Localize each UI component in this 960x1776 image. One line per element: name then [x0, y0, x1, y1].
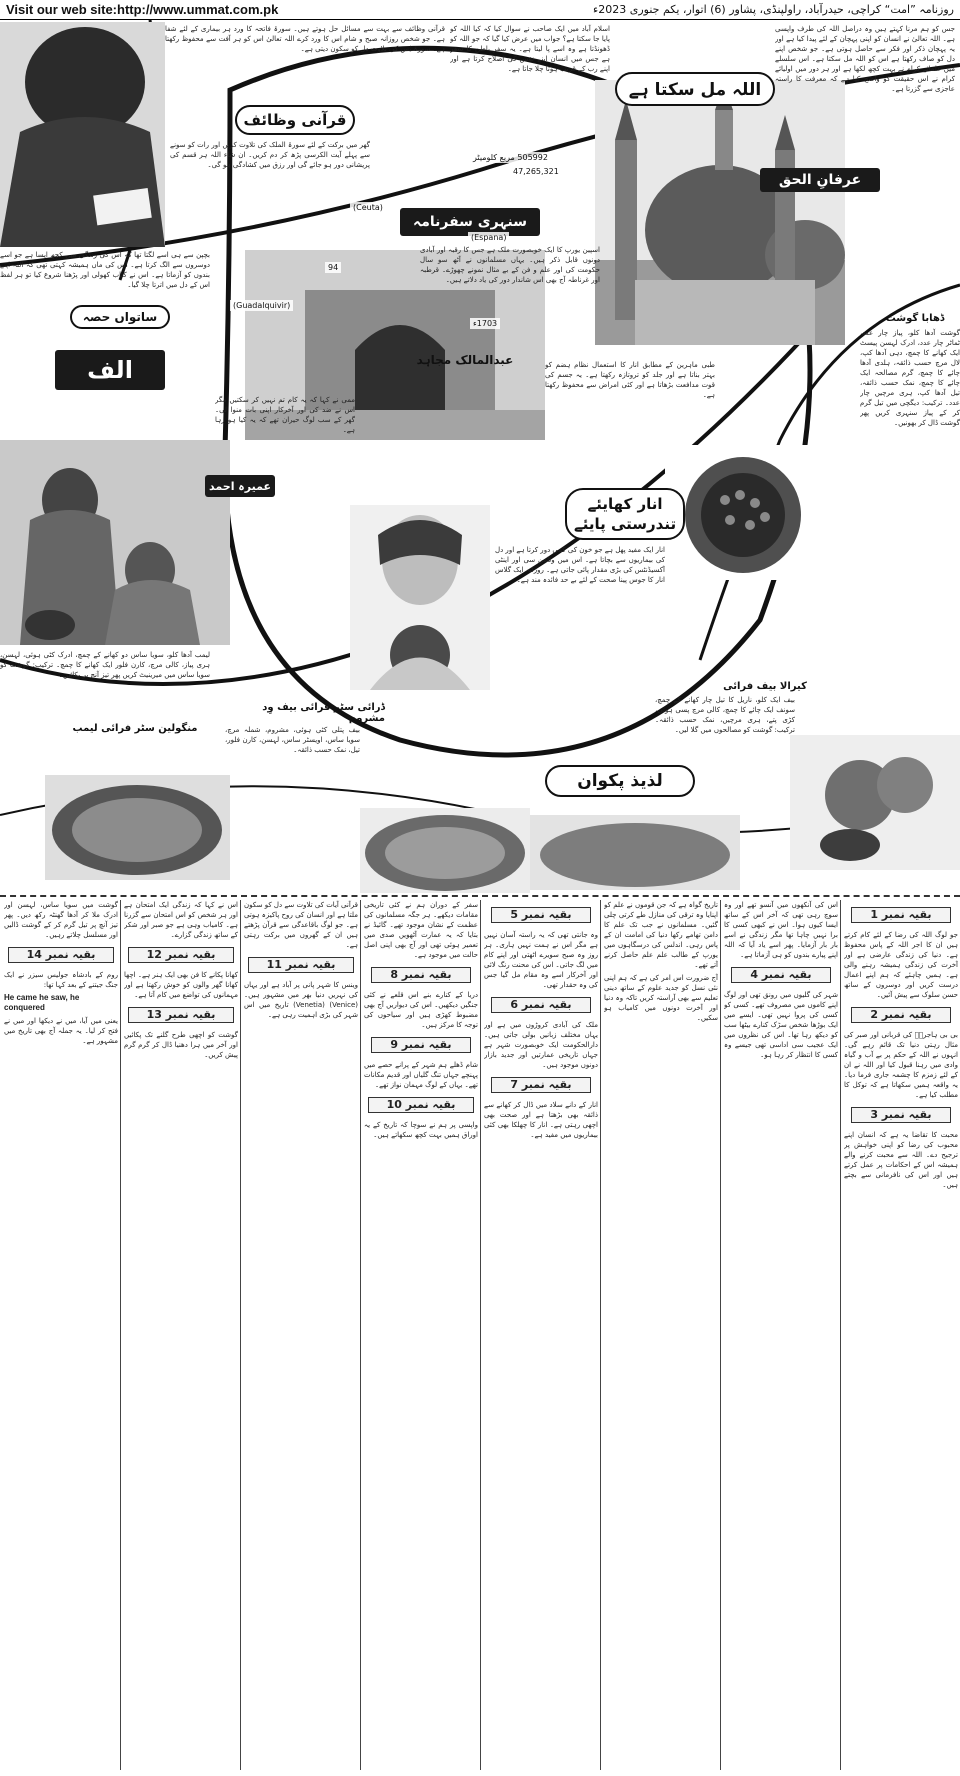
- feature-anar-headline: [565, 488, 685, 540]
- mongolian-lamb-image: [45, 775, 230, 880]
- bottom-column-6: قرآنی آیات کی تلاوت سے دل کو سکون ملتا ہے اور انسان کی روح پاکیزہ ہوتی ہے۔ جو لوگ باقاعدگی سے قرآن پڑھتے ہیں ان کے گھروں میں برکت رہتی ہے۔ بقیہ نمبر 11 وینس کا شہر پانی پر آباد ہے اور یہاں کی نہریں دنیا بھر میں مشہور ہیں۔ (Venice) (Venetia) تاریخ میں اس شہر کی بڑی اہمیت رہی ہے۔: [244, 901, 358, 1019]
- continuation-title-7: بقیہ نمبر 7: [491, 1077, 590, 1093]
- stat-year: 1703ء: [470, 318, 500, 329]
- label-guadalquivir: (Guadalquivir): [230, 300, 293, 311]
- column-rule: [480, 900, 481, 1770]
- anar-line-2: تندرستی پایئے: [573, 515, 677, 533]
- continuation-title-14: بقیہ نمبر 14: [8, 947, 115, 963]
- continuation-title-13: بقیہ نمبر 13: [128, 1007, 235, 1023]
- continuation-title-6: بقیہ نمبر 6: [491, 997, 590, 1013]
- article-anar-body: انار ایک مفید پھل ہے جو خون کی کمی دور کرتا ہے اور دل کی بیماریوں سے بچاتا ہے۔ اس میں وٹامن سی اور اینٹی آکسیڈنٹس کی بڑی مقدار پائی جاتی ہے۔ روزانہ ایک گلاس انار کا جوس پینا صحت کے لئے بے حد فائدہ مند ہے۔: [495, 546, 665, 584]
- column-rule: [600, 900, 601, 1770]
- article-anar-body-2: طبی ماہرین کے مطابق انار کا استعمال نظام ہضم کو بہتر بناتا ہے اور جلد کو تروتازہ رکھتا ہے۔ یہ جسم کی قوت مدافعت بڑھاتا ہے اور کئی امراض سے محفوظ رکھتا ہے۔: [545, 361, 715, 399]
- feature-lazeez-headline: لذیذ پکوان: [545, 765, 695, 797]
- page-header: [0, 0, 960, 20]
- continuation-title-3: بقیہ نمبر 3: [851, 1107, 950, 1123]
- feature-umeera-author: عمیرہ احمد: [205, 475, 275, 497]
- feature-allah-headline: اللہ مل سکتا ہے: [615, 72, 775, 106]
- beef-mushroom-image: [360, 808, 530, 893]
- anar-line-1: انار کھایئے: [587, 495, 663, 513]
- continuation-title-5: بقیہ نمبر 5: [491, 907, 590, 923]
- feature-alif-headline: الف: [55, 350, 165, 390]
- continuation-title-10: بقیہ نمبر 10: [368, 1097, 475, 1113]
- recipe-mongolian-title: منگولین سٹر فرائی لیمب: [72, 722, 198, 734]
- recipe-stirfry-body: بیف پتلی کٹی ہوئی، مشروم، شملہ مرچ، سویا ساس، اویسٹر ساس، لہسن، کارن فلور، تیل، نمک حسب ذائقہ۔: [225, 726, 360, 754]
- stat-note: 94: [325, 262, 341, 273]
- bottom-column-3: تاریخ گواہ ہے کہ جن قوموں نے علم کو اپنایا وہ ترقی کی منازل طے کرتی چلی گئیں۔ مسلمانوں نے جب تک علم کا دامن تھامے رکھا دنیا کی امامت ان کے پاس رہی۔ اندلس کی درسگاہوں میں یورپ کے طالب علم علم حاصل کرنے آتے تھے۔ آج ضرورت اس امر کی ہے کہ ہم اپنی نئی نسل کو جدید علوم کے ساتھ دینی تعلیم سے بھی آراستہ کریں تاکہ وہ دنیا اور آخرت دونوں میں کامیاب ہو سکیں۔: [604, 901, 718, 1022]
- recipe-kebab-body: بیف ایک کلو، ناریل کا تیل چار کھانے کے چمچ، سونف ایک چائے کا چمچ، کالی مرچ پسی ہوئی، کڑی پتے، ہری مرچیں، نمک حسب ذائقہ۔ ترکیب: گوشت کو مصالحوں میں گلا لیں۔: [655, 696, 795, 734]
- article-safarnama-body: اسپین یورپ کا ایک خوبصورت ملک ہے جس کا رقبہ اور آبادی دونوں قابل ذکر ہیں۔ یہاں مسلمانوں نے آٹھ سو سال حکومت کی اور علم و فن کے بے مثال نمونے چھوڑے۔ قرطبہ اور غرناطہ آج بھی اس شاندار دور کی یاد دلاتے ہیں۔: [420, 246, 600, 284]
- date-line: روزنامہ ”امت“ کراچی، حیدرآباد، راولپنڈی، پشاور (6) اتوار، یکم جنوری 2023ء: [593, 3, 954, 16]
- kerala-beef-image: [530, 815, 740, 890]
- english-quote: He came he saw, he conquered: [4, 993, 80, 1012]
- dhaba-gosht-image: [790, 735, 960, 870]
- label-ceuta: (Ceuta): [350, 202, 386, 213]
- label-espana: (Espana): [468, 232, 509, 243]
- feature-safarnama-headline: سنہری سفرنامہ: [400, 208, 540, 236]
- stat-population: 47,265,321: [510, 166, 562, 177]
- bottom-column-1: بقیہ نمبر 1 جو لوگ اللہ کی رضا کے لئے کام کرتے ہیں ان کا اجر اللہ کے پاس محفوظ ہے۔ دنیا کی زندگی عارضی ہے اور آخرت کی زندگی ہمیشہ رہنے والی ہے۔ ہمیں چاہئے کہ ہم اپنے اعمال درست کریں اور دوسروں کے ساتھ حسن سلوک سے پیش آئیں۔ بقیہ نمبر 2 بی بی ہاجرہؑ کی قربانی اور صبر کی مثال رہتی دنیا تک قائم رہے گی۔ انہوں نے اللہ کے حکم پر بے آب و گیاہ وادی میں رہنا قبول کیا اور اللہ نے ان کے لئے زمزم کا چشمہ جاری فرما دیا۔ یہ واقعہ ہمیں سکھاتا ہے کہ توکل کا مطلب کیا ہے۔ بقیہ نمبر 3 محبت کا تقاضا یہ ہے کہ انسان اپنے محبوب کی رضا کو اپنی خواہش پر ترجیح دے۔ اللہ سے محبت کرنے والے ہمیشہ اس کے احکامات پر عمل کرتے ہیں اور اس کی نافرمانی سے بچتے ہیں۔: [844, 908, 958, 1189]
- bottom-column-4: بقیہ نمبر 5 وہ جانتی تھی کہ یہ راستہ آسان نہیں ہے مگر اس نے ہمت نہیں ہاری۔ ہر روز وہ صبح سویرے اٹھتی اور اپنے کام میں لگ جاتی۔ اس کی محنت رنگ لائی اور آخرکار اسے وہ مقام مل گیا جس کی وہ حقدار تھی۔ بقیہ نمبر 6 ملک کی آبادی کروڑوں میں ہے اور یہاں مختلف زبانیں بولی جاتی ہیں۔ دارالحکومت ایک خوبصورت شہر ہے جہاں تاریخی عمارتیں اور جدید بازار دونوں موجود ہیں۔ بقیہ نمبر 7 انار کے دانے سلاد میں ڈال کر کھانے سے ذائقہ بھی بڑھتا ہے اور صحت بھی اچھی رہتی ہے۔ انار کا چھلکا بھی کئی بیماریوں میں مفید ہے۔: [484, 908, 598, 1139]
- continuation-title-1: بقیہ نمبر 1: [851, 907, 950, 923]
- article-allah-body: جس کو ہم مرنا کہتے ہیں وہ دراصل اللہ کی طرف واپسی ہے۔ اللہ تعالیٰ نے انسان کو اپنی پہچان کے لئے پیدا کیا ہے اور یہ پہچان ذکر اور فکر سے حاصل ہوتی ہے۔ جو شخص اپنے دل کو صاف رکھتا ہے اس کو اللہ مل سکتا ہے۔ اس سلسلے میں علمائے کرام نے بہت کچھ لکھا ہے اور ہر دور میں اولیائے کرام نے اس حقیقت کو واضح کیا ہے کہ معرفت کا راستہ عاجزی سے گزرتا ہے۔: [775, 25, 955, 93]
- continuation-title-2: بقیہ نمبر 2: [851, 1007, 950, 1023]
- bottom-column-5: سفر کے دوران ہم نے کئی تاریخی مقامات دیکھے۔ ہر جگہ مسلمانوں کی عظمت کے نشان موجود تھے۔ گائیڈ نے بتایا کہ یہ عمارت آٹھویں صدی میں تعمیر ہوئی تھی اور آج بھی اپنی اصل حالت میں موجود ہے۔ بقیہ نمبر 8 دریا کے کنارے بنے اس قلعے نے کئی جنگیں دیکھیں۔ اس کی دیواریں آج بھی مضبوط کھڑی ہیں اور سیاحوں کی توجہ کا مرکز ہیں۔ بقیہ نمبر 9 شام ڈھلے ہم شہر کے پرانے حصے میں پہنچے جہاں تنگ گلیاں اور قدیم مکانات تھے۔ یہاں کے لوگ مہمان نواز تھے۔ بقیہ نمبر 10 واپسی پر ہم نے سوچا کہ تاریخ کے یہ اوراق ہمیں بہت کچھ سکھاتے ہیں۔: [364, 901, 478, 1139]
- website-url[interactable]: Visit our web site:http://www.ummat.com.pk: [6, 2, 279, 17]
- woman-with-pomegranate-image: [350, 505, 490, 690]
- article-alif-body: بچپن سے ہی اسے لگتا تھا کہ اس کی زندگی میں کچھ ایسا ہے جو اسے دوسروں سے الگ کرتا ہے۔ اس کی ماں ہمیشہ کہتی تھی کہ اللہ اپنے بندوں کو آزماتا ہے۔ اس نے کتاب کھولی اور پڑھنا شروع کیا تو ہر لفظ اس کے دل میں اترتا چلا گیا۔: [0, 251, 210, 289]
- recipe-stirfry-title: ڈرائی سٹر فرائی بیف وِد مشروم: [262, 702, 385, 724]
- recipe-mongolian-body: لیمب آدھا کلو، سویا ساس دو کھانے کے چمچ، ادرک کٹی ہوئی، لہسن، ہری پیاز، کالی مرچ، کارن فلور ایک کھانے کا چمچ۔ ترکیب: گوشت کو سویا ساس میں میرینیٹ کریں پھر تیز آنچ پر پکائیں۔: [0, 651, 210, 679]
- continuation-title-12: بقیہ نمبر 12: [128, 947, 235, 963]
- article-qurani-body-2: گھر میں برکت کے لئے سورۃ الملک کی تلاوت کریں اور رات کو سونے سے پہلے آیت الکرسی پڑھ کر دم کریں۔ ان شاء اللہ ہر قسم کی پریشانی دور ہو جائے گی اور رزق میں کشادگی ہو گی۔: [170, 141, 370, 169]
- article-qurani-body: قرآنی وظائف سے بہت سے مسائل حل ہوتے ہیں۔ سورۃ فاتحہ کا ورد ہر بیماری کے لئے شفا ہے۔ جو شخص روزانہ صبح و شام اس کا ورد کرے اللہ تعالیٰ اس کو ہر آفت سے محفوظ رکھتا ہے۔ سورۃ یٰس کی تلاوت دل کو سکون دیتی ہے۔: [165, 25, 445, 53]
- section-divider: [0, 895, 960, 897]
- article-allah-body-2: اسلام آباد میں ایک صاحب نے سوال کیا کہ کیا اللہ کو پایا جا سکتا ہے؟ جواب میں عرض کیا گیا کہ جو اللہ کو ڈھونڈتا ہے وہ اسے پا لیتا ہے۔ یہ سفر باطن کا سفر ہے جس میں انسان اپنے نفس کی اصلاح کرتا ہے اور اپنے رب کے قریب ہوتا چلا جاتا ہے۔: [450, 25, 610, 73]
- column-rule: [720, 900, 721, 1770]
- label-venice: (Venice): [329, 1001, 358, 1009]
- continuation-title-11: بقیہ نمبر 11: [248, 957, 355, 973]
- feature-qurani-headline: قرآنی وظائف: [235, 105, 355, 135]
- women-painting-image: [0, 440, 230, 645]
- column-rule: [840, 900, 841, 1770]
- feature-irfan-headline: عرفانِ الحق: [760, 168, 880, 192]
- column-rule: [120, 900, 121, 1770]
- feature-safarnama-author: عبدالمالک مجاہد: [416, 353, 514, 367]
- column-rule: [360, 900, 361, 1770]
- recipe-dhaba-body: گوشت آدھا کلو، پیاز چار عدد، ٹماٹر چار عدد، ادرک لہسن پیسٹ ایک کھانے کا چمچ، دہی آدھا کپ، لال مرچ حسب ذائقہ، ہلدی آدھا چائے کا چمچ، گرم مصالحہ ایک چائے کا چمچ، نمک حسب ذائقہ، تیل آدھا کپ، ہری مرچیں چار عدد۔ ترکیب: دیگچی میں تیل گرم کر کے پیاز سنہری کریں پھر گوشت ڈال کر بھونیں۔: [860, 329, 960, 427]
- stat-area: 505992 مربع کلومیٹر: [470, 152, 551, 163]
- bottom-column-7: اس نے کہا کہ زندگی ایک امتحان ہے اور ہر شخص کو اس امتحان سے گزرنا ہے۔ کامیاب وہی ہے جو صبر اور شکر کے ساتھ زندگی گزارے۔ بقیہ نمبر 12 کھانا پکانے کا فن بھی ایک ہنر ہے۔ اچھا کھانا گھر والوں کو خوش رکھتا ہے اور مہمانوں کی تواضع میں کام آتا ہے۔ بقیہ نمبر 13 گوشت کو اچھی طرح گلنے تک پکائیں اور آخر میں ہرا دھنیا ڈال کر گرم گرم پیش کریں۔: [124, 901, 238, 1059]
- continuation-title-9: بقیہ نمبر 9: [371, 1037, 470, 1053]
- bottom-column-8: گوشت میں سویا ساس، لہسن اور ادرک ملا کر آدھا گھنٹہ رکھ دیں۔ پھر تیز آنچ پر تیل گرم کر کے گوشت ڈالیں اور مسلسل چلاتے رہیں۔ بقیہ نمبر 14 روم کے بادشاہ جولیس سیزر نے ایک جنگ جیتنے کے بعد کہا تھا: He came he saw, he conquered یعنی میں آیا، میں نے دیکھا اور میں نے فتح کر لیا۔ یہ جملہ آج بھی تاریخ میں مشہور ہے۔: [4, 901, 118, 1045]
- recipe-kebab-title: کیرالا بیف فرائی: [723, 680, 807, 692]
- bottom-column-2: اس کی آنکھوں میں آنسو تھے اور وہ سوچ رہی تھی کہ آخر اس کے ساتھ ایسا کیوں ہوا۔ اس نے کبھی کسی کا برا نہیں چاہا تھا مگر زندگی نے اسے بار بار آزمایا۔ پھر اسے یاد آیا کہ اللہ اپنے پیارے بندوں کو ہی آزماتا ہے۔ بقیہ نمبر 4 شہر کی گلیوں میں رونق تھی اور لوگ اپنے کاموں میں مصروف تھے۔ کسی کو کسی کی پروا نہیں تھی۔ ایسے میں ایک بوڑھا شخص سڑک کنارے بیٹھا سب کو دیکھ رہا تھا۔ اس کی نظروں میں ایک عجیب سی اداسی تھی جیسے وہ کسی کا انتظار کر رہا ہو۔: [724, 901, 838, 1059]
- label-venetia: (Venetia): [293, 1001, 325, 1009]
- reading-woman-image: [0, 22, 165, 247]
- column-rule: [240, 900, 241, 1770]
- recipe-dhaba-title: ڈھابا گوشت: [885, 312, 945, 324]
- feature-satwan-label: ساتواں حصہ: [70, 305, 170, 329]
- continuation-title-4: بقیہ نمبر 4: [731, 967, 830, 983]
- continuation-title-8: بقیہ نمبر 8: [371, 967, 470, 983]
- article-alif-body-2: ممی نے کہا کہ یہ کام تم نہیں کر سکتیں مگر اس نے ضد کی اور آخرکار اپنی بات منوا لی۔ گھر کے سب لوگ حیران تھے کہ یہ کیا ہو رہا ہے۔: [215, 396, 355, 434]
